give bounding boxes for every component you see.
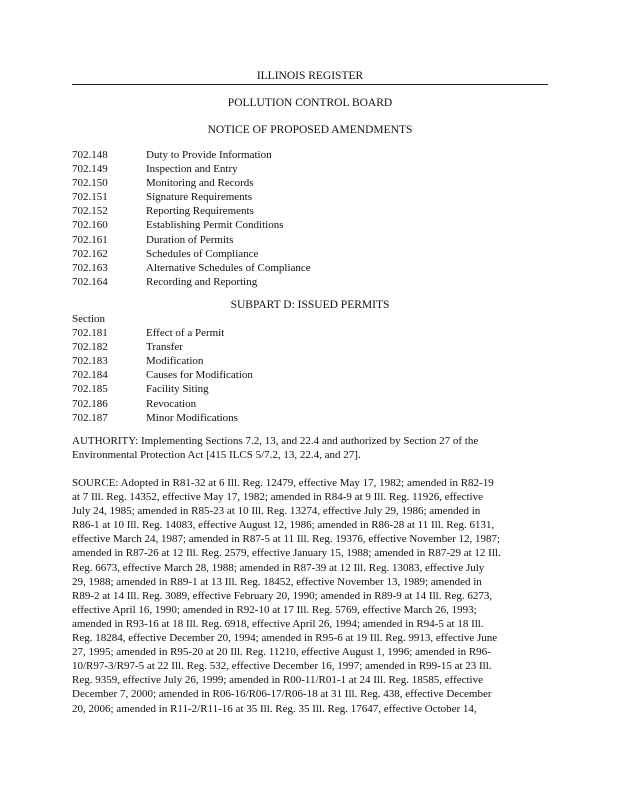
section-title: Schedules of Compliance [146, 247, 259, 260]
section-title: Duration of Permits [146, 233, 234, 246]
section-number: 702.186 [72, 397, 108, 410]
authority-line: Environmental Protection Act [415 ILCS 5/7.2, 13, 22.4, and 27]. [72, 449, 361, 462]
source-line: R89-2 at 14 Ill. Reg. 3089, effective February 20, 1990; amended in R89-9 at 14 Ill. Reg. 6273, [72, 589, 493, 602]
section-title: Recording and Reporting [146, 275, 258, 288]
source-paragraph [72, 476, 548, 716]
register-title: ILLINOIS REGISTER [72, 68, 548, 85]
section-title: Effect of a Permit [146, 327, 225, 340]
section-row [72, 148, 548, 162]
section-label: Section [72, 313, 105, 325]
subpart-d-heading: SUBPART D: ISSUED PERMITS [230, 299, 390, 311]
authority-paragraph [72, 434, 548, 462]
source-line: 27, 1995; amended in R95-20 at 20 Ill. Reg. 11210, effective August 1, 1996; amended in R96- [72, 646, 491, 659]
section-row [72, 340, 548, 354]
source-line: 29, 1988; amended in R89-1 at 13 Ill. Reg. 18452, effective November 13, 1989; amended in [72, 575, 482, 588]
section-title: Reporting Requirements [146, 205, 254, 218]
section-row [72, 368, 548, 382]
section-number: 702.185 [72, 383, 108, 396]
section-row [72, 218, 548, 232]
section-title: Signature Requirements [146, 191, 253, 204]
source-line: SOURCE: Adopted in R81-32 at 6 Ill. Reg. 12479, effective May 17, 1982; amended in R82-19 [72, 477, 494, 489]
section-number: 702.183 [72, 355, 108, 368]
section-number: 702.184 [72, 369, 108, 382]
source-line: July 24, 1985; amended in R85-23 at 10 Ill. Reg. 13274, effective July 29, 1986; amended in [72, 505, 481, 518]
source-line: Reg. 6673, effective March 28, 1988; amended in R87-39 at 12 Ill. Reg. 13083, effective July [72, 561, 485, 574]
subpart-c-section-list [72, 148, 548, 289]
section-number: 702.149 [72, 163, 108, 176]
section-number: 702.151 [72, 191, 108, 204]
board-name: POLLUTION CONTROL BOARD [227, 97, 393, 109]
section-row [72, 382, 548, 396]
section-title: Facility Siting [146, 383, 209, 396]
source-line: at 7 Ill. Reg. 14352, effective May 17, 1982; amended in R84-9 at 9 Ill. Reg. 11926, effective [72, 491, 483, 504]
source-line: amended in R87-26 at 12 Ill. Reg. 2579, effective January 15, 1988; amended in R87-29 at 12 Ill. [72, 547, 501, 560]
source-line: 20, 2006; amended in R11-2/R11-16 at 35 Ill. Reg. 35 Ill. Reg. 17647, effective October 14, [72, 702, 477, 715]
section-row [72, 162, 548, 176]
authority-line: AUTHORITY: Implementing Sections 7.2, 13, and 22.4 and authorized by Section 27 of the [72, 435, 479, 447]
section-title: Monitoring and Records [146, 177, 254, 190]
section-row [72, 397, 548, 411]
section-number: 702.163 [72, 261, 108, 274]
section-number: 702.162 [72, 247, 108, 260]
section-row [72, 190, 548, 204]
section-row [72, 354, 548, 368]
section-title: Alternative Schedules of Compliance [146, 261, 311, 274]
section-row [72, 247, 548, 261]
source-line: amended in R93-16 at 18 Ill. Reg. 6918, effective April 26, 1994; amended in R94-5 at 18 Ill. [72, 617, 484, 630]
section-title: Causes for Modification [146, 369, 253, 382]
section-row [72, 204, 548, 218]
section-title: Establishing Permit Conditions [146, 219, 284, 232]
source-line: Reg. 18284, effective December 20, 1994; amended in R95-6 at 19 Ill. Reg. 9913, effective June [72, 632, 498, 645]
section-row [72, 176, 548, 190]
section-number: 702.148 [72, 149, 108, 161]
section-title: Modification [146, 355, 204, 368]
section-number: 702.150 [72, 177, 108, 190]
section-number: 702.182 [72, 341, 108, 354]
section-row [72, 326, 548, 340]
source-line: effective March 24, 1987; amended in R87-5 at 11 Ill. Reg. 19376, effective November 12, 1987; [72, 533, 501, 546]
section-title: Duty to Provide Information [146, 149, 272, 161]
section-number: 702.164 [72, 275, 108, 288]
section-row [72, 411, 548, 425]
notice-title: NOTICE OF PROPOSED AMENDMENTS [207, 124, 413, 136]
section-number: 702.181 [72, 327, 108, 340]
source-line: effective April 16, 1990; amended in R92-10 at 17 Ill. Reg. 5769, effective March 26, 1993; [72, 603, 477, 616]
section-number: 702.187 [72, 411, 108, 424]
source-line: 10/R97-3/R97-5 at 22 Ill. Reg. 532, effective December 16, 1997; amended in R99-15 at 23 Ill. [72, 660, 492, 673]
subpart-d-section-list [72, 312, 548, 425]
section-row [72, 275, 548, 289]
section-row [72, 233, 548, 247]
section-row [72, 261, 548, 275]
section-number: 702.161 [72, 233, 108, 246]
section-title: Minor Modifications [146, 411, 238, 424]
section-number: 702.152 [72, 205, 108, 218]
source-line: R86-1 at 10 Ill. Reg. 14083, effective August 12, 1986; amended in R86-28 at 11 Ill. Reg. 6131, [72, 519, 495, 532]
section-title: Transfer [146, 341, 183, 354]
section-number: 702.160 [72, 219, 108, 232]
section-title: Inspection and Entry [146, 163, 238, 176]
source-line: Reg. 9359, effective July 26, 1999; amended in R00-11/R01-1 at 24 Ill. Reg. 18585, effective [72, 674, 483, 687]
section-title: Revocation [146, 397, 197, 410]
source-line: December 7, 2000; amended in R06-16/R06-17/R06-18 at 31 Ill. Reg. 438, effective December [72, 688, 492, 701]
